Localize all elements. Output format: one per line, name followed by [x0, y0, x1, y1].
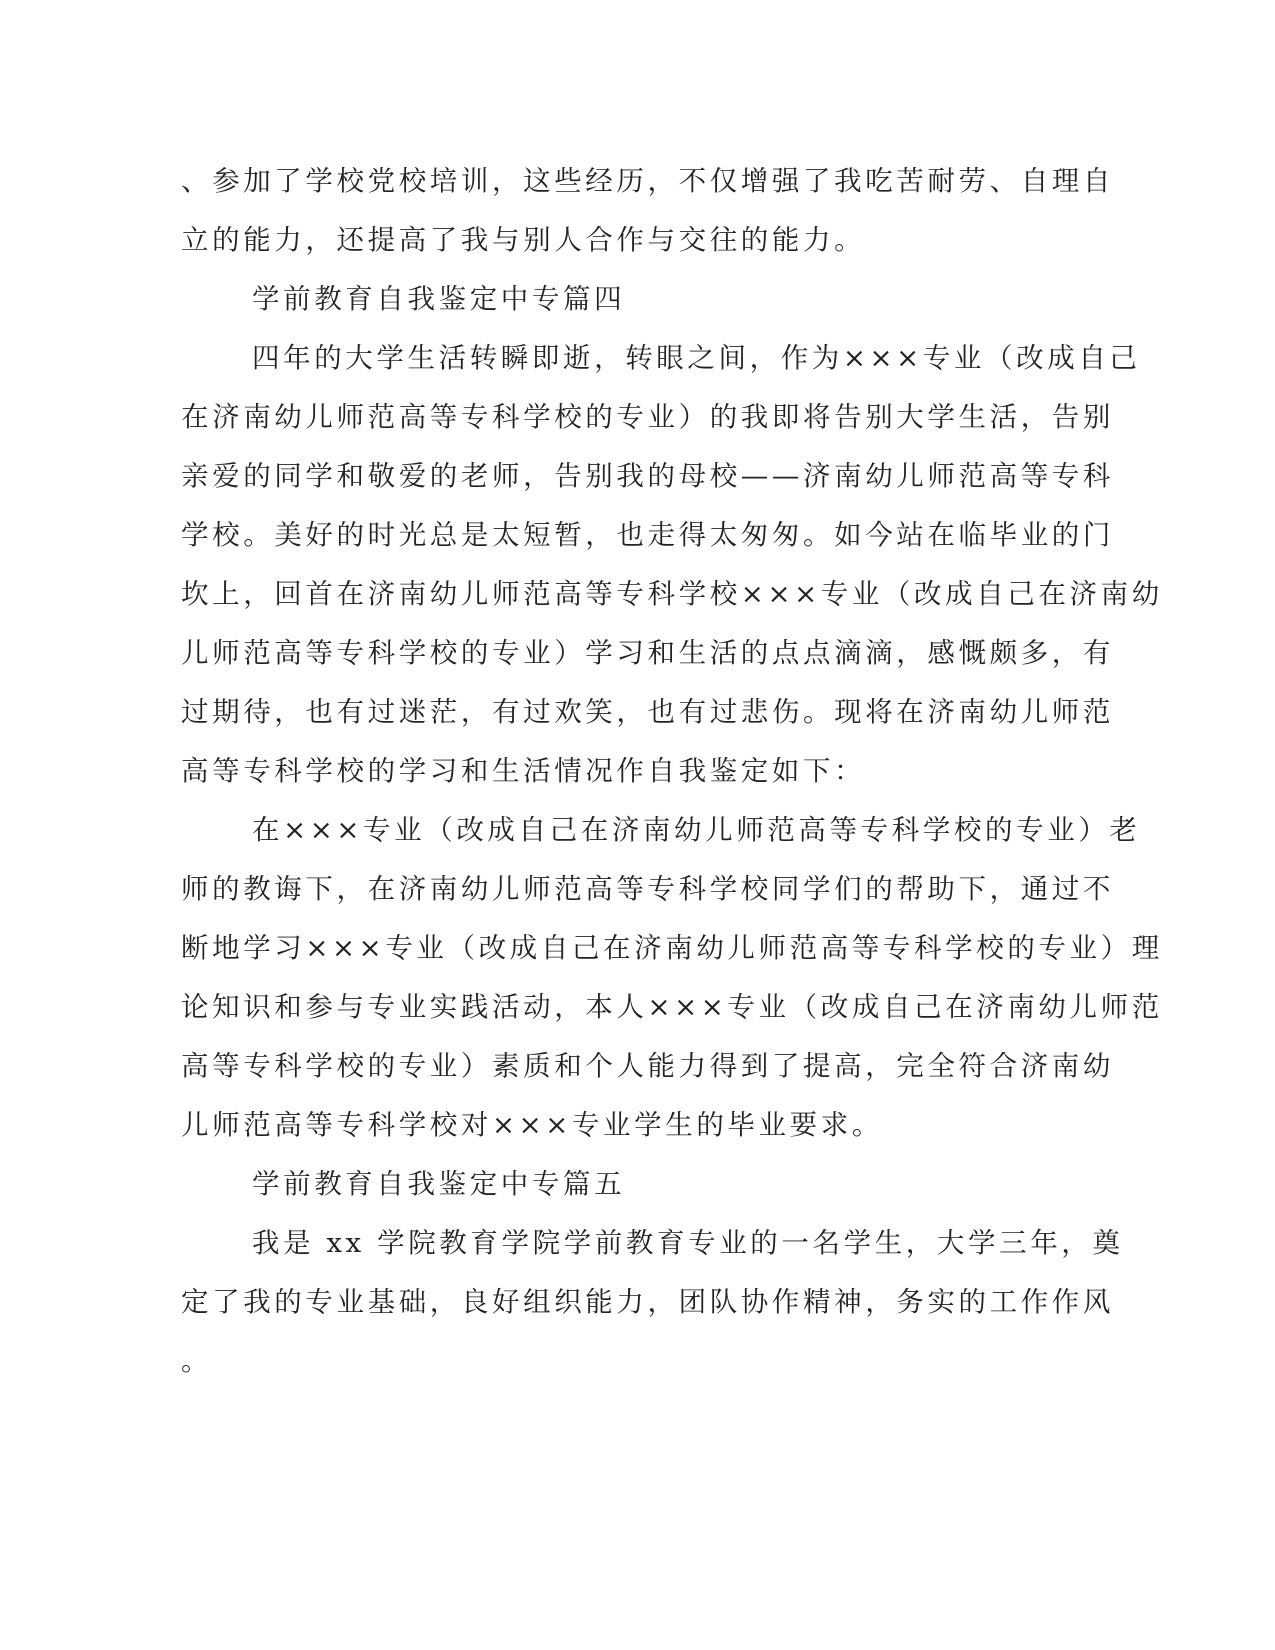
section-heading: 学前教育自我鉴定中专篇五: [252, 1168, 626, 1200]
text-line: 过期待，也有过迷茫，有过欢笑，也有过悲伤。现将在济南幼儿师范: [181, 696, 1114, 728]
text-line: 高等专科学校的学习和生活情况作自我鉴定如下：: [181, 755, 866, 787]
text-line: 学校。美好的时光总是太短暂，也走得太匆匆。如今站在临毕业的门: [181, 519, 1114, 551]
text-line: 高等专科学校的专业）素质和个人能力得到了提高，完全符合济南幼: [181, 1050, 1114, 1082]
text-line: 四年的大学生活转瞬即逝，转眼之间，作为×××专业（改成自己: [252, 342, 1141, 374]
text-line: 亲爱的同学和敬爱的老师，告别我的母校——济南幼儿师范高等专科: [181, 460, 1114, 492]
section-heading: 学前教育自我鉴定中专篇四: [252, 283, 626, 315]
text-line: 师的教诲下，在济南幼儿师范高等专科学校同学们的帮助下，通过不: [181, 873, 1114, 905]
text-line: 断地学习×××专业（改成自己在济南幼儿师范高等专科学校的专业）理: [181, 932, 1163, 964]
text-line: 定了我的专业基础，良好组织能力，团队协作精神，务实的工作作风: [181, 1286, 1114, 1318]
text-line: 坎上，回首在济南幼儿师范高等专科学校×××专业（改成自己在济南幼: [181, 578, 1163, 610]
text-line: 。: [181, 1345, 213, 1377]
text-line: 、参加了学校党校培训，这些经历，不仅增强了我吃苦耐劳、自理自: [181, 165, 1114, 197]
text-line: 儿师范高等专科学校对×××专业学生的毕业要求。: [181, 1109, 883, 1141]
text-line: 在济南幼儿师范高等专科学校的专业）的我即将告别大学生活，告别: [181, 401, 1114, 433]
text-line: 我是 xx 学院教育学院学前教育专业的一名学生，大学三年，奠: [252, 1227, 1124, 1259]
text-line: 立的能力，还提高了我与别人合作与交往的能力。: [181, 224, 866, 256]
text-line: 在×××专业（改成自己在济南幼儿师范高等专科学校的专业）老: [252, 814, 1141, 846]
text-line: 儿师范高等专科学校的专业）学习和生活的点点滴滴，感慨颇多，有: [181, 637, 1114, 669]
text-line: 论知识和参与专业实践活动，本人×××专业（改成自己在济南幼儿师范: [181, 991, 1163, 1023]
